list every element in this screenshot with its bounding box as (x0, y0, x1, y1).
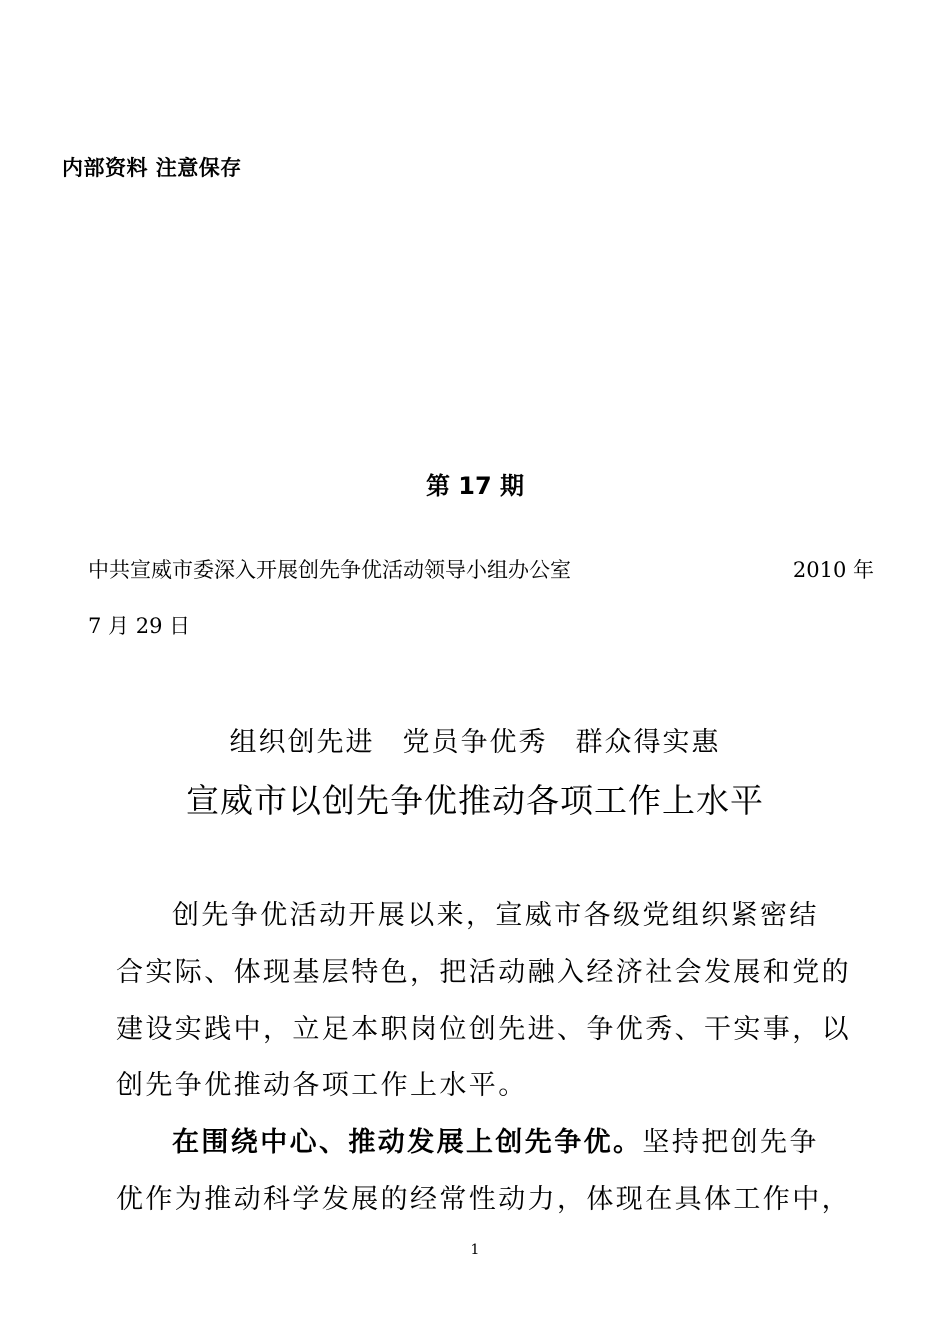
article-title: 宣威市以创先争优推动各项工作上水平 (186, 781, 764, 820)
paragraph-line: 创先争优推动各项工作上水平。 (116, 1070, 528, 1101)
article-subtitle (0, 720, 950, 759)
issue-year: 2010 年 (792, 558, 874, 582)
subtitle-part: 组织创先进 (229, 727, 375, 758)
issue-number: 第 17 期 (425, 472, 525, 500)
subtitle-part: 党员争优秀 (402, 727, 548, 758)
issue-date: 7 月 29 日 (88, 614, 191, 638)
subtitle-part: 群众得实惠 (575, 727, 721, 758)
page-number: 1 (470, 1242, 480, 1258)
issuing-organization: 中共宣威市委深入开展创先争优活动领导小组办公室 (88, 558, 571, 582)
paragraph-heading: 在围绕中心、推动发展上创先争优。 (172, 1127, 643, 1158)
paragraph-line: 建设实践中，立足本职岗位创先进、争优秀、干实事，以 (116, 1014, 851, 1045)
confidential-notice: 内部资料 注意保存 (62, 156, 242, 180)
paragraph-line: 合实际、体现基层特色，把活动融入经济社会发展和党的 (116, 957, 851, 988)
paragraph-line: 创先争优活动开展以来，宣威市各级党组织紧密结 (172, 900, 819, 931)
paragraph-line: 优作为推动科学发展的经常性动力，体现在具体工作中， (116, 1184, 851, 1215)
paragraph-text: 坚持把创先争 (642, 1127, 819, 1158)
paragraph-line (172, 1120, 819, 1159)
